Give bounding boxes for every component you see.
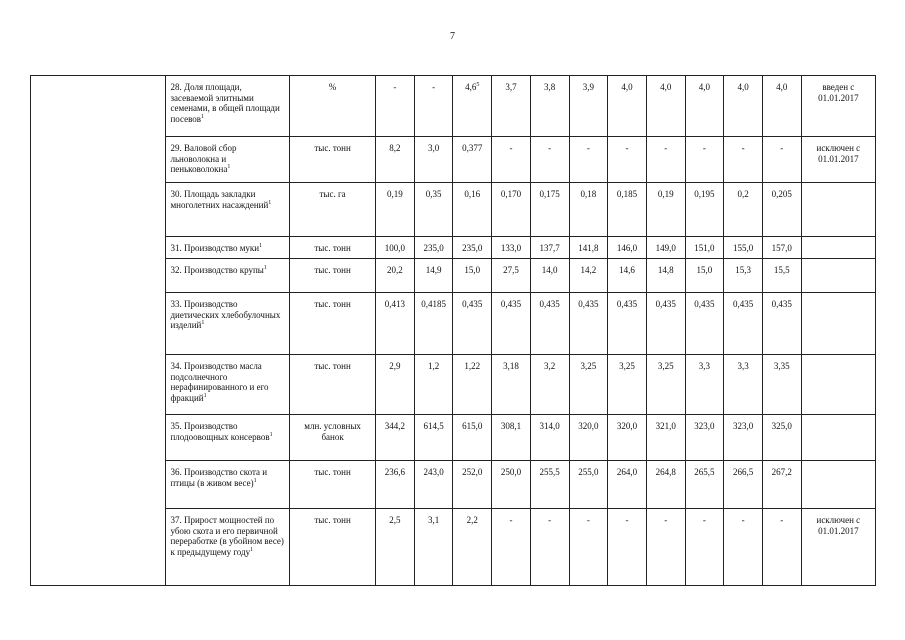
value-text: 0,19 bbox=[387, 189, 403, 199]
indicator-name: 31. Производство муки bbox=[170, 243, 260, 253]
value-cell bbox=[453, 76, 492, 137]
value-text: 3,8 bbox=[544, 82, 556, 92]
value-cell bbox=[492, 415, 531, 461]
value-text: 0,19 bbox=[657, 189, 674, 199]
value-text: 255,0 bbox=[578, 467, 599, 477]
value-text: 235,0 bbox=[423, 243, 444, 253]
value-text: 27,5 bbox=[503, 265, 519, 275]
value-text: 2,5 bbox=[389, 515, 401, 525]
value-text: 0,16 bbox=[464, 189, 481, 199]
value-cell bbox=[646, 237, 685, 259]
value-text: 15,0 bbox=[696, 265, 713, 275]
value-text: 0,205 bbox=[771, 189, 792, 199]
note-cell bbox=[801, 237, 875, 259]
value-text: - bbox=[509, 143, 513, 153]
value-text: 0,435 bbox=[578, 299, 599, 309]
value-cell bbox=[608, 415, 647, 461]
footnote-mark: 1 bbox=[227, 164, 231, 170]
value-cell bbox=[569, 237, 608, 259]
value-cell bbox=[414, 461, 453, 509]
value-text: 0,18 bbox=[580, 189, 597, 199]
value-text: 14,8 bbox=[657, 265, 674, 275]
value-cell bbox=[685, 259, 724, 293]
footnote-mark: 1 bbox=[253, 477, 257, 484]
value-text: - bbox=[702, 143, 706, 153]
indicator-name: 34. Производство масла подсолнечного нерафинированного и его фракций bbox=[170, 361, 269, 403]
value-cell bbox=[646, 355, 685, 415]
value-cell bbox=[530, 137, 569, 183]
value-cell bbox=[376, 355, 415, 415]
value-text: - bbox=[780, 143, 784, 153]
value-cell bbox=[685, 461, 724, 509]
value-cell bbox=[414, 415, 453, 461]
value-text: 0,435 bbox=[500, 299, 522, 309]
note-cell: исключен с 01.01.2017 bbox=[801, 509, 875, 586]
value-text: - bbox=[664, 143, 668, 153]
value-text: 0,435 bbox=[771, 299, 792, 309]
value-text: - bbox=[586, 143, 590, 153]
indicator-name: 30. Площадь закладки многолетних насаждений bbox=[170, 189, 269, 210]
value-cell bbox=[453, 259, 492, 293]
value-text: 0,377 bbox=[462, 143, 483, 153]
value-cell bbox=[530, 237, 569, 259]
value-text: 1,2 bbox=[427, 361, 440, 371]
value-text: 0,4185 bbox=[421, 299, 446, 309]
value-cell bbox=[724, 237, 763, 259]
unit-cell: тыс. тонн bbox=[290, 293, 376, 355]
value-cell bbox=[608, 509, 647, 586]
value-text: 137,7 bbox=[539, 243, 560, 253]
table-row bbox=[31, 76, 876, 137]
value-cell bbox=[492, 355, 531, 415]
value-cell bbox=[530, 461, 569, 509]
value-cell bbox=[492, 461, 531, 509]
value-cell bbox=[762, 355, 801, 415]
value-cell bbox=[646, 137, 685, 183]
value-cell bbox=[414, 355, 453, 415]
value-text: 0,435 bbox=[539, 299, 560, 309]
value-cell bbox=[724, 137, 763, 183]
value-cell bbox=[376, 237, 415, 259]
value-text: 0,35 bbox=[425, 189, 442, 199]
value-text: 0,435 bbox=[616, 299, 638, 309]
value-cell bbox=[724, 183, 763, 237]
value-cell bbox=[530, 355, 569, 415]
value-text: - bbox=[741, 515, 745, 525]
value-cell bbox=[685, 415, 724, 461]
value-text: - bbox=[586, 515, 590, 525]
value-cell bbox=[376, 509, 415, 586]
value-text: 0,185 bbox=[616, 189, 638, 199]
value-text: - bbox=[432, 82, 436, 92]
value-text: 615,0 bbox=[462, 421, 483, 431]
unit-cell: тыс. тонн bbox=[290, 237, 376, 259]
value-text: 0,175 bbox=[539, 189, 560, 199]
unit-cell: % bbox=[290, 76, 376, 137]
value-cell bbox=[453, 509, 492, 586]
unit-cell: тыс. тонн bbox=[290, 461, 376, 509]
value-text: 320,0 bbox=[616, 421, 638, 431]
unit-cell: тыс. га bbox=[290, 183, 376, 237]
value-cell bbox=[414, 259, 453, 293]
footnote-mark: 1 bbox=[263, 265, 267, 271]
value-text: 14,6 bbox=[619, 265, 635, 275]
unit-cell: тыс. тонн bbox=[290, 355, 376, 415]
value-cell bbox=[414, 509, 453, 586]
value-text: 321,0 bbox=[655, 421, 676, 431]
value-cell bbox=[608, 237, 647, 259]
value-cell bbox=[453, 415, 492, 461]
note-cell bbox=[801, 293, 875, 355]
value-cell bbox=[569, 293, 608, 355]
value-cell bbox=[569, 355, 608, 415]
value-cell bbox=[453, 137, 492, 183]
value-cell bbox=[608, 355, 647, 415]
value-text: - bbox=[548, 515, 552, 525]
value-text: - bbox=[780, 515, 784, 525]
value-cell bbox=[453, 237, 492, 259]
value-cell bbox=[414, 183, 453, 237]
value-text: 4,0 bbox=[621, 82, 633, 92]
value-text: 255,5 bbox=[539, 467, 560, 477]
value-text: 0,2 bbox=[737, 189, 749, 199]
note-cell bbox=[801, 183, 875, 237]
value-text: 15,3 bbox=[735, 265, 751, 275]
value-text: 141,8 bbox=[578, 243, 599, 253]
value-cell bbox=[376, 259, 415, 293]
indicator-name: 35. Производство плодоовощных консервов bbox=[170, 421, 270, 442]
value-text: 1,22 bbox=[464, 361, 481, 371]
indicator-name: 36. Производство скота и птицы (в живом весе) bbox=[170, 467, 268, 488]
note-cell bbox=[801, 415, 875, 461]
value-text: 264,0 bbox=[616, 467, 638, 477]
value-cell bbox=[646, 415, 685, 461]
value-text: 4,0 bbox=[737, 82, 749, 92]
value-text: 267,2 bbox=[771, 467, 792, 477]
value-text: 14,0 bbox=[541, 265, 558, 275]
value-text: 0,435 bbox=[655, 299, 676, 309]
value-text: 3,25 bbox=[619, 361, 635, 371]
indicator-cell bbox=[166, 259, 290, 293]
value-cell bbox=[724, 293, 763, 355]
value-cell bbox=[376, 137, 415, 183]
value-text: 3,25 bbox=[657, 361, 674, 371]
value-cell bbox=[530, 415, 569, 461]
value-cell bbox=[492, 137, 531, 183]
footnote-mark: 1 bbox=[268, 199, 272, 206]
value-text: 264,8 bbox=[655, 467, 676, 477]
value-cell bbox=[762, 237, 801, 259]
value-text: 15,5 bbox=[773, 265, 790, 275]
value-cell bbox=[685, 237, 724, 259]
value-text: 14,9 bbox=[425, 265, 442, 275]
value-cell bbox=[646, 76, 685, 137]
value-cell bbox=[685, 293, 724, 355]
value-text: 3,2 bbox=[544, 361, 556, 371]
value-text: 8,2 bbox=[389, 143, 401, 153]
value-cell bbox=[762, 259, 801, 293]
value-cell bbox=[569, 461, 608, 509]
value-cell bbox=[685, 509, 724, 586]
value-text: - bbox=[509, 515, 513, 525]
value-cell bbox=[569, 183, 608, 237]
value-cell bbox=[414, 76, 453, 137]
value-text: 0,435 bbox=[462, 299, 483, 309]
value-text: 243,0 bbox=[423, 467, 444, 477]
indicator-cell bbox=[166, 355, 290, 415]
value-cell bbox=[376, 76, 415, 137]
value-cell bbox=[685, 183, 724, 237]
value-cell bbox=[530, 76, 569, 137]
value-text: 2,9 bbox=[389, 361, 401, 371]
value-text: 344,2 bbox=[384, 421, 406, 431]
value-text: 0,435 bbox=[694, 299, 715, 309]
value-text: 3,0 bbox=[427, 143, 440, 153]
value-text: - bbox=[625, 515, 629, 525]
value-cell bbox=[685, 76, 724, 137]
value-text: 0,413 bbox=[384, 299, 406, 309]
value-cell bbox=[608, 137, 647, 183]
value-text: - bbox=[393, 82, 397, 92]
value-text: 3,9 bbox=[582, 82, 594, 92]
value-text: 325,0 bbox=[771, 421, 792, 431]
unit-cell: тыс. тонн bbox=[290, 259, 376, 293]
value-cell bbox=[376, 461, 415, 509]
footnote-mark: 1 bbox=[269, 431, 273, 438]
indicator-name: 32. Производство крупы bbox=[170, 265, 264, 275]
unit-cell: тыс. тонн bbox=[290, 509, 376, 586]
value-cell bbox=[530, 509, 569, 586]
indicator-name: 33. Производство диетических хлебобулочных изделий bbox=[170, 299, 281, 330]
program-cell bbox=[31, 76, 166, 586]
value-text: 4,0 bbox=[776, 82, 788, 92]
indicator-name: 37. Прирост мощностей по убою скота и его первичной переработке (в убойном весе) к предыдущему году bbox=[170, 515, 284, 557]
value-text: - bbox=[741, 143, 745, 153]
value-text: 155,0 bbox=[732, 243, 754, 253]
value-text: 2,2 bbox=[466, 515, 478, 525]
note-cell bbox=[801, 461, 875, 509]
value-cell bbox=[646, 183, 685, 237]
value-cell bbox=[685, 137, 724, 183]
value-cell bbox=[414, 237, 453, 259]
footnote-mark: 1 bbox=[201, 320, 205, 326]
value-text: 146,0 bbox=[616, 243, 638, 253]
value-text: 236,6 bbox=[384, 467, 406, 477]
indicator-name: 29. Валовой сбор льноволокна и пеньковолокна bbox=[170, 143, 237, 174]
value-cell bbox=[492, 183, 531, 237]
value-cell bbox=[724, 76, 763, 137]
note-cell bbox=[801, 259, 875, 293]
value-cell bbox=[724, 509, 763, 586]
value-cell bbox=[608, 76, 647, 137]
value-cell bbox=[530, 183, 569, 237]
value-text: 151,0 bbox=[694, 243, 715, 253]
value-cell bbox=[646, 293, 685, 355]
value-cell bbox=[376, 293, 415, 355]
value-text: 4,6 bbox=[465, 82, 477, 92]
value-cell bbox=[569, 259, 608, 293]
value-cell bbox=[646, 259, 685, 293]
value-text: 149,0 bbox=[655, 243, 676, 253]
value-text: - bbox=[702, 515, 706, 525]
value-cell bbox=[762, 461, 801, 509]
indicator-cell bbox=[166, 461, 290, 509]
value-cell bbox=[608, 259, 647, 293]
value-text: - bbox=[664, 515, 668, 525]
indicator-cell bbox=[166, 237, 290, 259]
value-text: 3,7 bbox=[505, 82, 517, 92]
value-cell bbox=[569, 509, 608, 586]
note-cell: исключен с 01.01.2017 bbox=[801, 137, 875, 183]
footnote-mark: 1 bbox=[259, 243, 263, 249]
indicator-cell bbox=[166, 183, 290, 237]
value-cell bbox=[724, 355, 763, 415]
value-cell bbox=[492, 76, 531, 137]
value-cell bbox=[762, 76, 801, 137]
value-cell bbox=[569, 415, 608, 461]
indicator-name: 28. Доля площади, засеваемой элитными семенами, в общей площади посевов bbox=[170, 82, 280, 124]
page-number: 7 bbox=[450, 31, 455, 42]
value-text: 308,1 bbox=[500, 421, 522, 431]
value-text: 323,0 bbox=[732, 421, 754, 431]
value-cell bbox=[492, 293, 531, 355]
indicator-cell bbox=[166, 415, 290, 461]
footnote-mark: 1 bbox=[250, 546, 254, 553]
value-cell bbox=[453, 461, 492, 509]
value-text: 3,3 bbox=[698, 361, 711, 371]
value-cell bbox=[762, 183, 801, 237]
note-cell: введен с 01.01.2017 bbox=[801, 76, 875, 137]
value-text: 14,2 bbox=[580, 265, 597, 275]
value-text: 3,25 bbox=[580, 361, 597, 371]
value-cell bbox=[762, 293, 801, 355]
footnote-mark: 1 bbox=[203, 392, 207, 399]
value-cell bbox=[453, 355, 492, 415]
value-text: 0,435 bbox=[732, 299, 754, 309]
value-cell bbox=[762, 509, 801, 586]
value-text: 614,5 bbox=[423, 421, 444, 431]
value-text: - bbox=[625, 143, 629, 153]
value-cell bbox=[724, 415, 763, 461]
value-text: 157,0 bbox=[771, 243, 792, 253]
value-text: 323,0 bbox=[694, 421, 715, 431]
value-cell bbox=[724, 461, 763, 509]
value-text: 3,1 bbox=[427, 515, 440, 525]
indicator-cell bbox=[166, 76, 290, 137]
indicators-table bbox=[30, 75, 876, 586]
value-cell bbox=[608, 293, 647, 355]
indicator-cell bbox=[166, 137, 290, 183]
value-cell bbox=[376, 183, 415, 237]
value-cell bbox=[646, 461, 685, 509]
value-text: 235,0 bbox=[462, 243, 483, 253]
value-text: 4,0 bbox=[660, 82, 672, 92]
indicator-cell bbox=[166, 293, 290, 355]
value-cell bbox=[762, 137, 801, 183]
unit-cell: тыс. тонн bbox=[290, 137, 376, 183]
table-body bbox=[31, 76, 876, 586]
value-cell bbox=[530, 293, 569, 355]
value-text: 20,2 bbox=[387, 265, 403, 275]
value-text: 3,35 bbox=[773, 361, 790, 371]
value-cell bbox=[608, 461, 647, 509]
value-cell bbox=[492, 237, 531, 259]
value-cell bbox=[453, 183, 492, 237]
value-text: 100,0 bbox=[384, 243, 406, 253]
value-text: 265,5 bbox=[694, 467, 715, 477]
value-text: 266,5 bbox=[732, 467, 754, 477]
footnote-mark: 5 bbox=[476, 82, 480, 88]
value-text: 3,18 bbox=[503, 361, 519, 371]
note-cell bbox=[801, 355, 875, 415]
value-cell bbox=[685, 355, 724, 415]
value-cell bbox=[414, 137, 453, 183]
value-cell bbox=[569, 137, 608, 183]
value-cell bbox=[762, 415, 801, 461]
value-text: 0,195 bbox=[694, 189, 715, 199]
value-text: 0,170 bbox=[500, 189, 522, 199]
value-text: 4,0 bbox=[698, 82, 711, 92]
value-text: 320,0 bbox=[578, 421, 599, 431]
value-text: 15,0 bbox=[464, 265, 481, 275]
value-cell bbox=[492, 509, 531, 586]
value-cell bbox=[414, 293, 453, 355]
unit-cell: млн. условных банок bbox=[290, 415, 376, 461]
value-text: 250,0 bbox=[500, 467, 522, 477]
value-text: 3,3 bbox=[737, 361, 749, 371]
value-cell bbox=[530, 259, 569, 293]
value-cell bbox=[376, 415, 415, 461]
value-cell bbox=[492, 259, 531, 293]
value-cell bbox=[724, 259, 763, 293]
value-text: 133,0 bbox=[500, 243, 522, 253]
value-text: 314,0 bbox=[539, 421, 560, 431]
indicator-cell bbox=[166, 509, 290, 586]
value-text: 252,0 bbox=[462, 467, 483, 477]
value-cell bbox=[608, 183, 647, 237]
value-cell bbox=[646, 509, 685, 586]
value-cell bbox=[569, 76, 608, 137]
footnote-mark: 1 bbox=[201, 113, 205, 120]
value-text: - bbox=[548, 143, 552, 153]
value-cell bbox=[453, 293, 492, 355]
